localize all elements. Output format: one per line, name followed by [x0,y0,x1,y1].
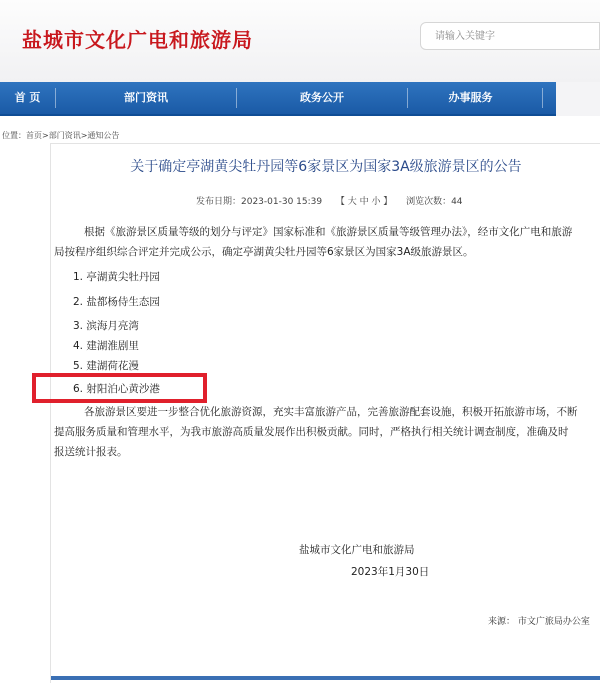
footer-divider [51,676,600,680]
article-title: 关于确定亭湖黄尖牡丹园等6家景区为国家3A级旅游景区的公告 [130,159,522,175]
list-item: 4. 建湖淮剧里 [73,340,139,352]
font-size-switcher[interactable]: 【 大 中 小 】 [335,197,393,207]
article-meta [196,194,463,207]
nav-services[interactable]: 办事服务 [448,91,493,104]
site-header [0,0,600,82]
search-box[interactable] [420,22,600,50]
list-item-highlighted: 6. 射阳泊心黄沙港 [73,383,160,395]
header-side-panel [556,82,600,116]
nav-government-affairs[interactable]: 政务公开 [300,91,344,104]
paragraph-intro [54,222,572,262]
publish-date: 发布日期：2023-01-30 15:39 [196,197,323,207]
nav-news[interactable]: 部门资讯 [124,91,168,104]
list-item: 2. 盐都杨侍生态园 [73,296,160,308]
red-highlight-box [32,373,207,403]
nav-divider [542,88,543,108]
view-count: 浏览次数：44 [406,197,463,207]
site-title[interactable]: 盐城市文化广电和旅游局 [22,28,253,52]
paragraph-line: 根据《旅游景区质量等级的划分与评定》国家标准和《旅游景区质量等级管理办法》，经市文化广电和旅游 [84,226,573,238]
article-source: 来源： 市文广旅局办公室 [488,617,590,627]
signer: 盐城市文化广电和旅游局 [299,544,415,556]
paragraph-line: 局按程序组织综合评定并完成公示，确定亭湖黄尖牡丹园等6家景区为国家3A级旅游景区。 [54,246,474,258]
paragraph-line: 报送统计报表。 [54,446,128,458]
list-item: 3. 滨海月亮湾 [73,320,139,332]
signed-date: 2023年1月30日 [351,566,430,578]
nav-home[interactable]: 首 页 [14,91,41,104]
list-item: 5. 建湖荷花漫 [73,360,139,372]
main-nav [0,82,556,116]
paragraph-line: 各旅游景区要进一步整合优化旅游资源，充实丰富旅游产品，完善旅游配套设施，积极开拓旅游市场，不断 [84,406,578,418]
list-item: 1. 亭湖黄尖牡丹园 [73,271,160,283]
search-input[interactable] [421,23,595,49]
paragraph-line: 提高服务质量和管理水平，为我市旅游高质量发展作出积极贡献。同时，严格执行相关统计调查制度，准确及时 [54,426,569,438]
article-panel [50,143,600,683]
paragraph-requirements [54,402,578,462]
breadcrumb[interactable]: 位置：首页>部门资讯>通知公告 [2,131,120,140]
